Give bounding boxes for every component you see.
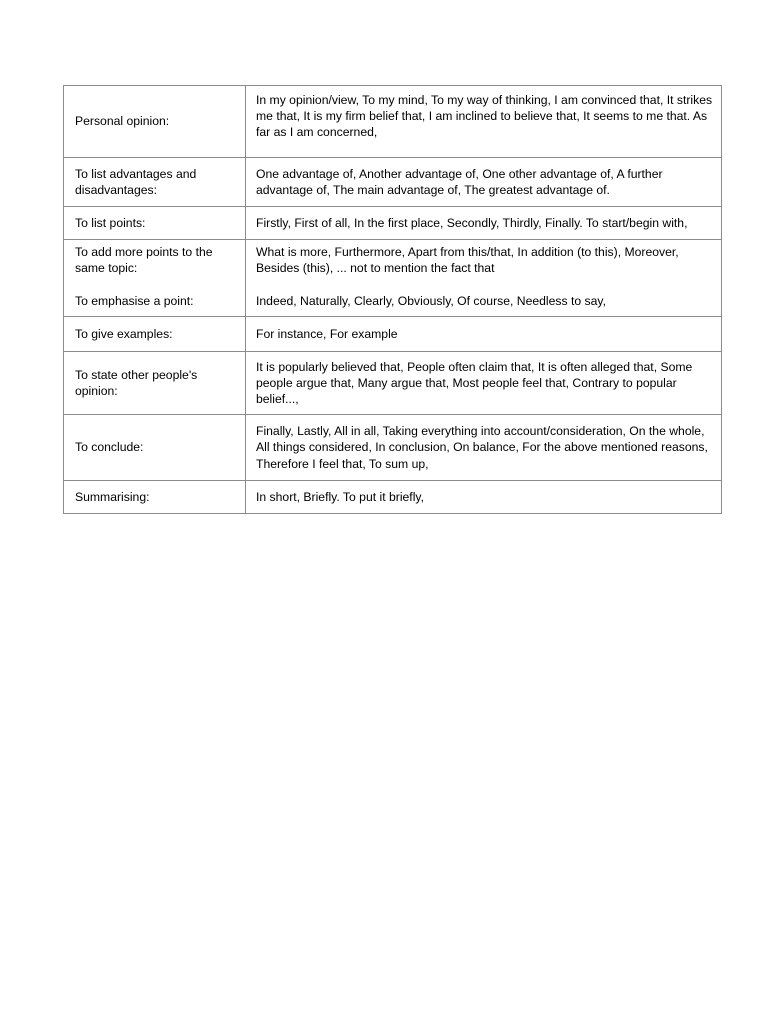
- row-value-cell: [246, 207, 722, 240]
- table-row: [64, 481, 722, 514]
- row-value: It is popularly believed that, People often claim that, It is often alleged that, Some people argue that, Many argue that, Most people feel that, Contrary to popular belief...,: [256, 359, 693, 407]
- table-row: [64, 240, 722, 287]
- row-label: To give examples:: [75, 326, 173, 341]
- row-value: In short, Briefly. To put it briefly,: [256, 489, 424, 504]
- row-value-cell: [246, 240, 722, 287]
- table-row: [64, 352, 722, 415]
- row-value: Finally, Lastly, All in all, Taking everything into account/consideration, On the whole, All things considered, In conclusion, On balance, For the above mentioned reasons, Therefore I feel that, To sum up,: [256, 424, 708, 471]
- table-row: [64, 415, 722, 481]
- table-row: [64, 286, 722, 317]
- row-value-cell: [246, 415, 722, 481]
- row-value-cell: [246, 86, 722, 158]
- table-row: [64, 317, 722, 352]
- row-label: To emphasise a point:: [75, 293, 194, 308]
- linking-phrases-table-container: [63, 85, 722, 514]
- row-label-cell: [64, 240, 246, 287]
- row-label: To add more points to the same topic:: [75, 245, 213, 276]
- row-value-cell: [246, 317, 722, 352]
- row-label: To conclude:: [75, 440, 144, 455]
- row-value: Firstly, First of all, In the first place, Secondly, Thirdly, Finally. To start/begin with,: [256, 215, 688, 230]
- row-label: To list advantages and disadvantages:: [75, 166, 197, 197]
- table-row: [64, 207, 722, 240]
- row-value: In my opinion/view, To my mind, To my way of thinking, I am convinced that, It strikes me that, It is my firm belief that, I am inclined to believe that, It seems to me that. As far as I am concerned,: [256, 93, 713, 140]
- row-value: For instance, For example: [256, 326, 398, 341]
- row-label-cell: [64, 352, 246, 415]
- row-value-cell: [246, 286, 722, 317]
- table-row: [64, 158, 722, 207]
- row-label-cell: [64, 207, 246, 240]
- row-label: To list points:: [75, 215, 146, 230]
- row-value: Indeed, Naturally, Clearly, Obviously, Of course, Needless to say,: [256, 293, 606, 308]
- row-value: What is more, Furthermore, Apart from this/that, In addition (to this), Moreover, Besides (this), ... not to mention the fact that: [256, 245, 679, 276]
- row-label-cell: [64, 86, 246, 158]
- row-label: Summarising:: [75, 489, 150, 504]
- row-value-cell: [246, 481, 722, 514]
- row-label: Personal opinion:: [75, 114, 170, 129]
- row-label-cell: [64, 481, 246, 514]
- row-value-cell: [246, 352, 722, 415]
- table-row: [64, 86, 722, 158]
- row-label-cell: [64, 286, 246, 317]
- row-value: One advantage of, Another advantage of, One other advantage of, A further advantage of, The main advantage of, The greatest advantage of.: [256, 166, 663, 197]
- row-label-cell: [64, 317, 246, 352]
- row-value-cell: [246, 158, 722, 207]
- row-label-cell: [64, 415, 246, 481]
- row-label-cell: [64, 158, 246, 207]
- linking-phrases-table: [63, 85, 722, 514]
- row-label: To state other people's opinion:: [75, 367, 198, 398]
